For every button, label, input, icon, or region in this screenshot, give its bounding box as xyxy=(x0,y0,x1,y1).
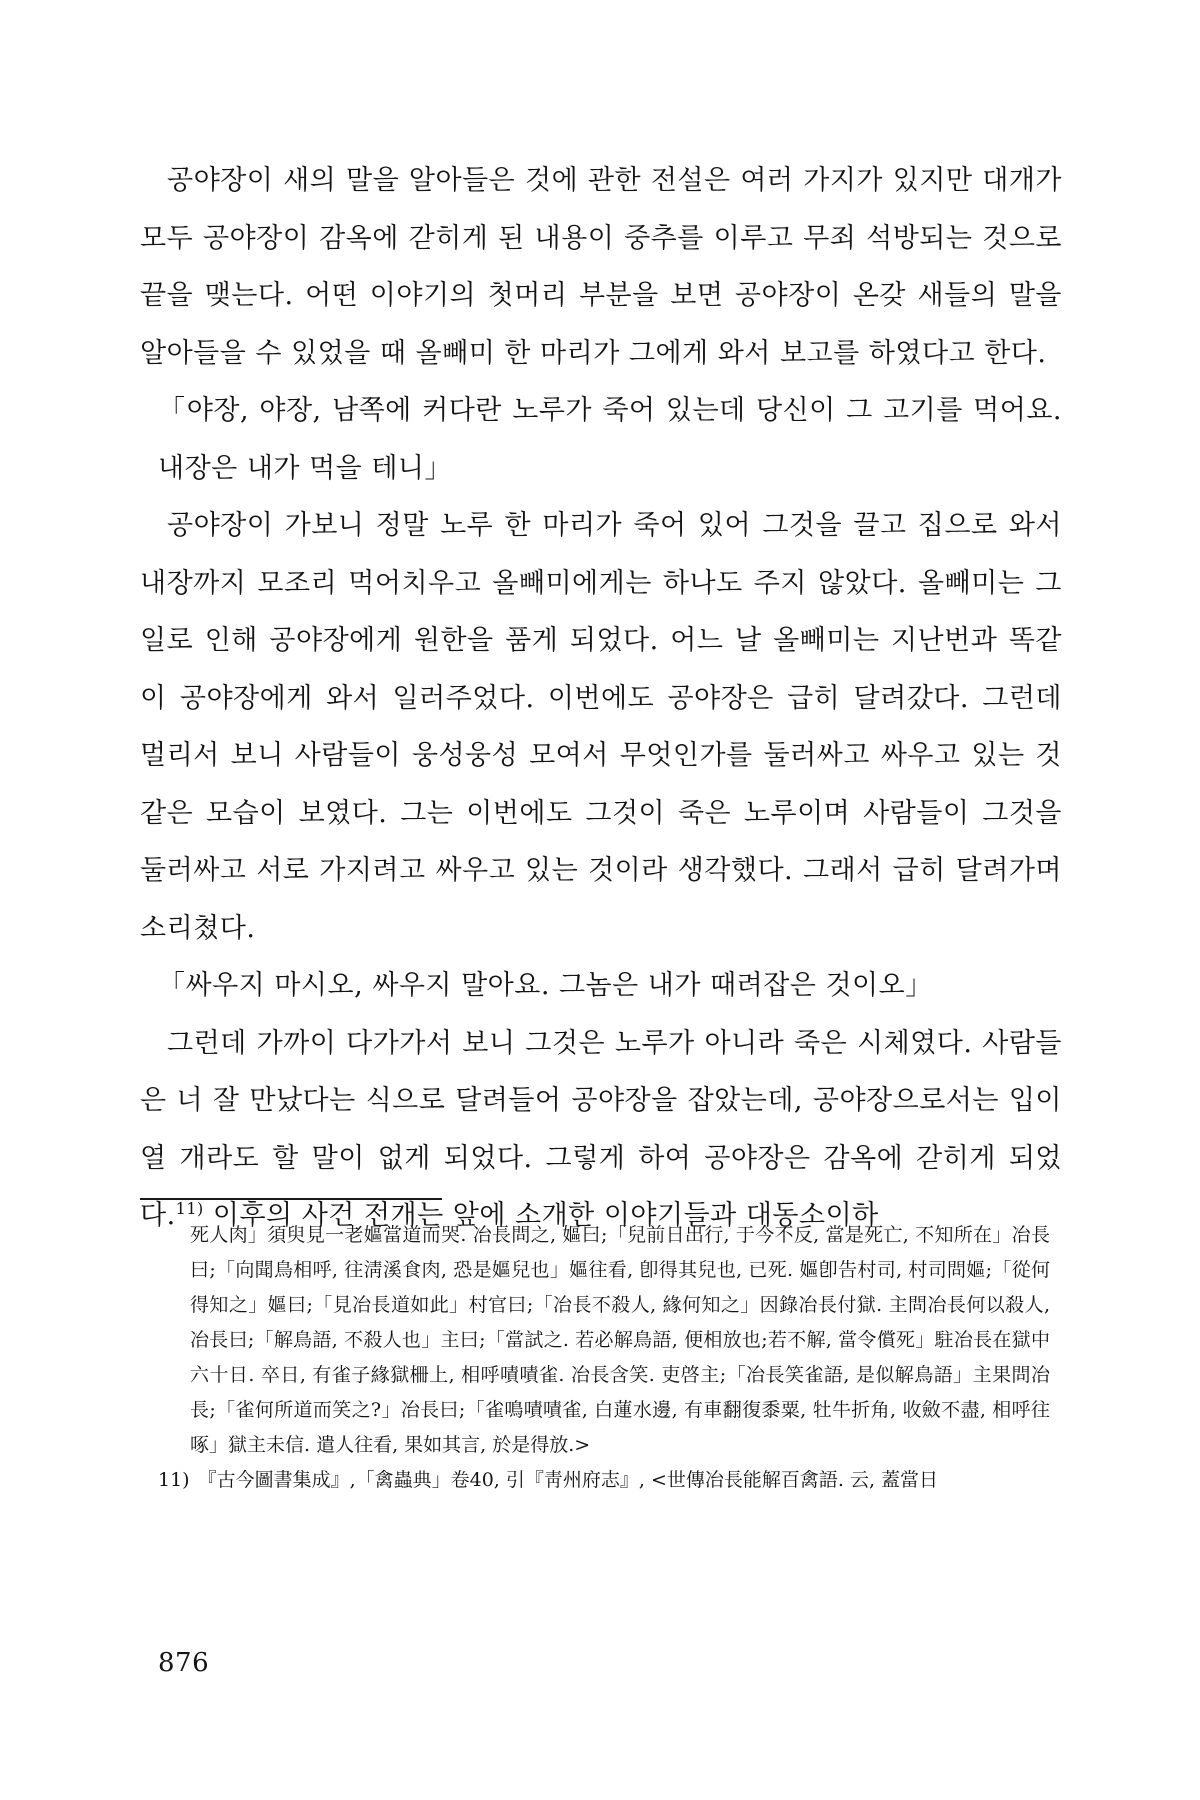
footnote-11 xyxy=(158,1463,1050,1498)
footnote-continuation: 死人肉」須臾見一老嫗當道而哭. 冶長問之, 嫗曰;「兒前日出行, 于今不反, 當是死亡, 不知所在」冶長曰;「向聞鳥相呼, 往淸溪食肉, 恐是嫗兒也」嫗往看, 卽得其兒也, 已死. 嫗卽告村司, 村司問嫗;「從何得知之」嫗曰;「見冶長道如此」村官曰;「冶長不殺人, 緣何知之」因錄冶長付獄. 主問冶長何以殺人, 冶長曰;「解鳥語, 不殺人也」主曰;「當試之. 若必解鳥語, 便相放也;若不解, 當令償死」駐冶長在獄中六十日. 卒日, 有雀子緣獄柵上, 相呼嘖嘖雀. 冶長含笑. 吏啓主;「冶長笑雀語, 是似解鳥語」主果問冶長;「雀何所道而笑之?」冶長曰;「雀鳴嘖嘖雀, 白蓮水邊, 有車翻復黍粟, 牡牛折角, 收斂不盡, 相呼往啄」獄主未信. 遣人往看, 果如其言, 於是得放.> xyxy=(190,1224,1050,1456)
paragraph-2: 공야장이 가보니 정말 노루 한 마리가 죽어 있어 그것을 끌고 집으로 와서 내장까지 모조리 먹어치우고 올빼미에게는 하나도 주지 않았다. 올빼미는 그 일로 인해 공야장에게 원한을 품게 되었다. 어느 날 올빼미는 지난번과 똑같이 공야장에게 와서 일러주었다. 이번에도 공야장은 급히 달려갔다. 그런데 멀리서 보니 사람들이 웅성웅성 모여서 무엇인가를 둘러싸고 싸우고 있는 것 같은 모습이 보였다. 그는 이번에도 그것이 죽은 노루이며 사람들이 그것을 둘러싸고 서로 가지려고 싸우고 있는 것이라 생각했다. 그래서 급히 달려가며 소리쳤다. xyxy=(140,510,1062,944)
dialogue-quote-1: 「야장, 야장, 남쪽에 커다란 노루가 죽어 있는데 당신이 그 고기를 먹어요. 내장은 내가 먹을 테니」 xyxy=(158,395,1062,484)
body-text xyxy=(140,152,1062,1245)
paragraph-3-text: 그런데 가까이 다가가서 보니 그것은 노루가 아니라 죽은 시체였다. 사람들은 너 잘 만났다는 식으로 달려들어 공야장을 잡았는데, 공야장으로서는 입이 열 개라도 할 말이 없게 되었다. 그렇게 하여 공야장은 감옥에 갇히게 되었다. xyxy=(140,1027,1062,1231)
footnote-number: 11) xyxy=(158,1469,190,1491)
paragraph-3 xyxy=(140,1015,1062,1245)
footnote-text: 『古今圖書集成』,「禽蟲典」卷40, 引『靑州府志』, <世傳冶長能解百禽語. 云, 蓋當日 xyxy=(197,1469,939,1491)
paragraph-1: 공야장이 새의 말을 알아들은 것에 관한 전설은 여러 가지가 있지만 대개가 모두 공야장이 감옥에 갇히게 된 내용이 중추를 이루고 무죄 석방되는 것으로 끝을 맺는다. 어떤 이야기의 첫머리 부분을 보면 공야장이 온갖 새들의 말을 알아들을 수 있었을 때 올빼미 한 마리가 그에게 와서 보고를 하였다고 한다. xyxy=(140,165,1062,369)
page-number: 876 xyxy=(158,1648,210,1678)
footnote-separator xyxy=(140,1198,442,1200)
footnotes xyxy=(158,1218,1050,1498)
paragraph-3-tail: 이후의 사건 전개는 앞에 소개한 이야기들과 대동소이하 xyxy=(203,1200,879,1231)
dialogue-quote-2: 「싸우지 마시오, 싸우지 말아요. 그놈은 내가 때려잡은 것이오」 xyxy=(158,970,933,1001)
footnote-reference: 11) xyxy=(175,1199,204,1218)
